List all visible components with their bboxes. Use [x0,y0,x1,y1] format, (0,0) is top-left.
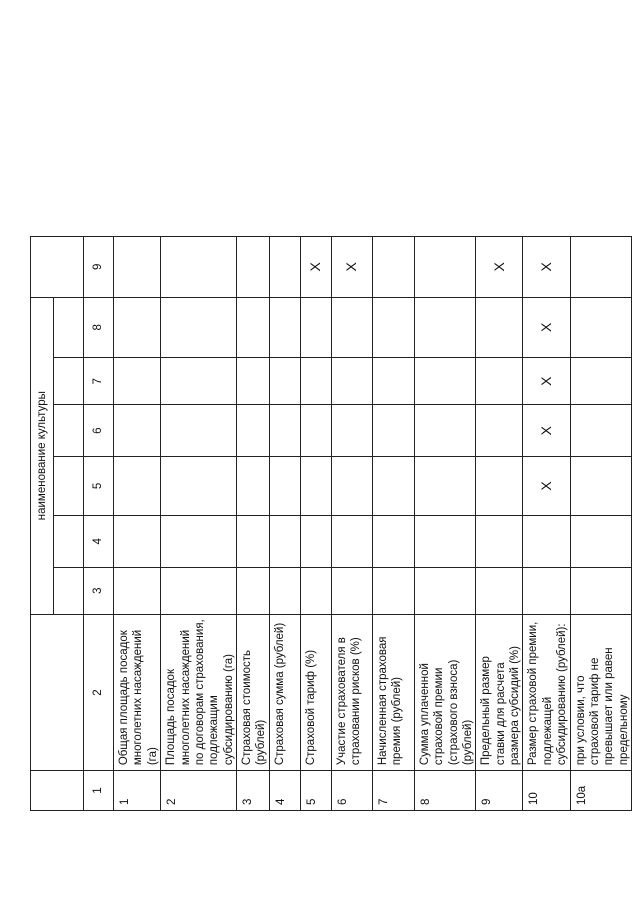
table-cell [570,237,632,298]
rotated-page [30,236,630,811]
table-cell [414,297,476,358]
header-subcell [54,358,84,405]
table-cell [476,358,523,405]
table-cell: X [476,237,523,298]
table-cell: X [523,297,570,358]
table-cell [269,358,300,405]
table-cell [331,297,372,358]
table-cell [523,567,570,614]
table-cell [114,515,161,567]
table-cell [161,297,237,358]
column-number-row [84,237,114,811]
table-row [372,237,414,811]
column-number-2: 2 [84,614,114,770]
table-cell [237,515,270,567]
table-cell [414,405,476,457]
table-cell: X [523,456,570,515]
table-cell [331,358,372,405]
table-cell [161,456,237,515]
row-indicator-name: Общая площадь посадок многолетних насаждений (га) [114,614,161,770]
row-indicator-name: Площадь посадок многолетних насаждений по договорам страхования, подлежащим субсидированию (га) [161,614,237,770]
row-indicator-name: Начисленная страховая премия (рублей) [372,614,414,770]
row-number: 10 [523,771,570,811]
row-indicator-name: Страховой тариф (%) [300,614,331,770]
table-cell [237,358,270,405]
table-cell [414,567,476,614]
table-cell [331,515,372,567]
table-cell [300,515,331,567]
table-cell [161,515,237,567]
table-cell [114,237,161,298]
table-row [300,237,331,811]
table-cell [570,297,632,358]
header-cell-name [31,614,84,770]
header-cell-col9 [31,237,84,298]
column-number-7: 7 [84,358,114,405]
table-cell [523,515,570,567]
row-indicator-name: Страховая сумма (рублей) [269,614,300,770]
table-cell [372,297,414,358]
header-subcell [54,567,84,614]
table-cell [237,567,270,614]
column-number-5: 5 [84,456,114,515]
table-cell [300,405,331,457]
header-subcell [54,456,84,515]
table-cell: X [300,237,331,298]
row-indicator-name: Сумма уплаченной страховой премии (страхового взноса) (рублей) [414,614,476,770]
table-cell [269,567,300,614]
table-cell [570,405,632,457]
table-cell [372,456,414,515]
table-cell [570,358,632,405]
header-subcell [54,405,84,457]
table-cell [237,237,270,298]
table-cell [269,515,300,567]
table-cell [300,297,331,358]
table-cell [414,515,476,567]
table-row [476,237,523,811]
table-cell [476,515,523,567]
table-cell [269,237,300,298]
table-cell [114,567,161,614]
row-number: 7 [372,771,414,811]
table-cell [570,456,632,515]
table-cell: X [523,405,570,457]
table-row [237,237,270,811]
row-number: 2 [161,771,237,811]
subsidy-table [30,236,632,811]
table-row [570,237,632,811]
row-indicator-name: Предельный размер ставки для расчета размера субсидий (%) [476,614,523,770]
table-row [114,237,161,811]
table-cell [114,456,161,515]
table-cell [237,297,270,358]
column-number-8: 8 [84,297,114,358]
table-cell [570,515,632,567]
header-cell-num [31,771,84,811]
table-cell [300,456,331,515]
table-cell [161,358,237,405]
column-number-1: 1 [84,771,114,811]
table-cell [476,567,523,614]
table-cell [114,297,161,358]
table-cell [300,358,331,405]
table-cell [161,237,237,298]
table-row [161,237,237,811]
row-indicator-name: при условии, что страховой тариф не превышает или равен предельному [570,614,632,770]
table-cell [372,358,414,405]
table-cell [414,237,476,298]
table-cell [476,297,523,358]
row-indicator-name: Участие страхователя в страховании рисков (%) [331,614,372,770]
table-cell [269,405,300,457]
header-subcell [54,515,84,567]
row-number: 10а [570,771,632,811]
column-number-9: 9 [84,237,114,298]
table-cell [237,456,270,515]
table-cell [114,358,161,405]
table-cell [372,567,414,614]
table-cell [372,237,414,298]
column-number-3: 3 [84,567,114,614]
row-number: 6 [331,771,372,811]
table-row [331,237,372,811]
table-row [269,237,300,811]
table-cell [476,456,523,515]
table-row [523,237,570,811]
table-cell [331,456,372,515]
row-number: 9 [476,771,523,811]
table-row [414,237,476,811]
table-cell [331,567,372,614]
table-cell [570,567,632,614]
row-number: 3 [237,771,270,811]
row-number: 5 [300,771,331,811]
table-cell [414,358,476,405]
table-cell: X [523,358,570,405]
table-cell [269,456,300,515]
table-cell [372,405,414,457]
table-cell [161,567,237,614]
table-cell [114,405,161,457]
table-cell: X [523,237,570,298]
row-indicator-name: Размер страховой премии, подлежащей субсидированию (рублей): [523,614,570,770]
column-number-4: 4 [84,515,114,567]
table-cell [372,515,414,567]
table-cell [414,456,476,515]
row-number: 4 [269,771,300,811]
table-cell [269,297,300,358]
table-cell [300,567,331,614]
header-subcell [54,297,84,358]
row-indicator-name: Страховая стоимость (рублей) [237,614,270,770]
row-number: 1 [114,771,161,811]
table-cell [161,405,237,457]
table-cell [237,405,270,457]
column-number-6: 6 [84,405,114,457]
row-number: 8 [414,771,476,811]
table-cell: X [331,237,372,298]
crop-name-header: наименование культуры [31,297,54,614]
header-row [31,237,54,811]
table-cell [476,405,523,457]
table-cell [331,405,372,457]
